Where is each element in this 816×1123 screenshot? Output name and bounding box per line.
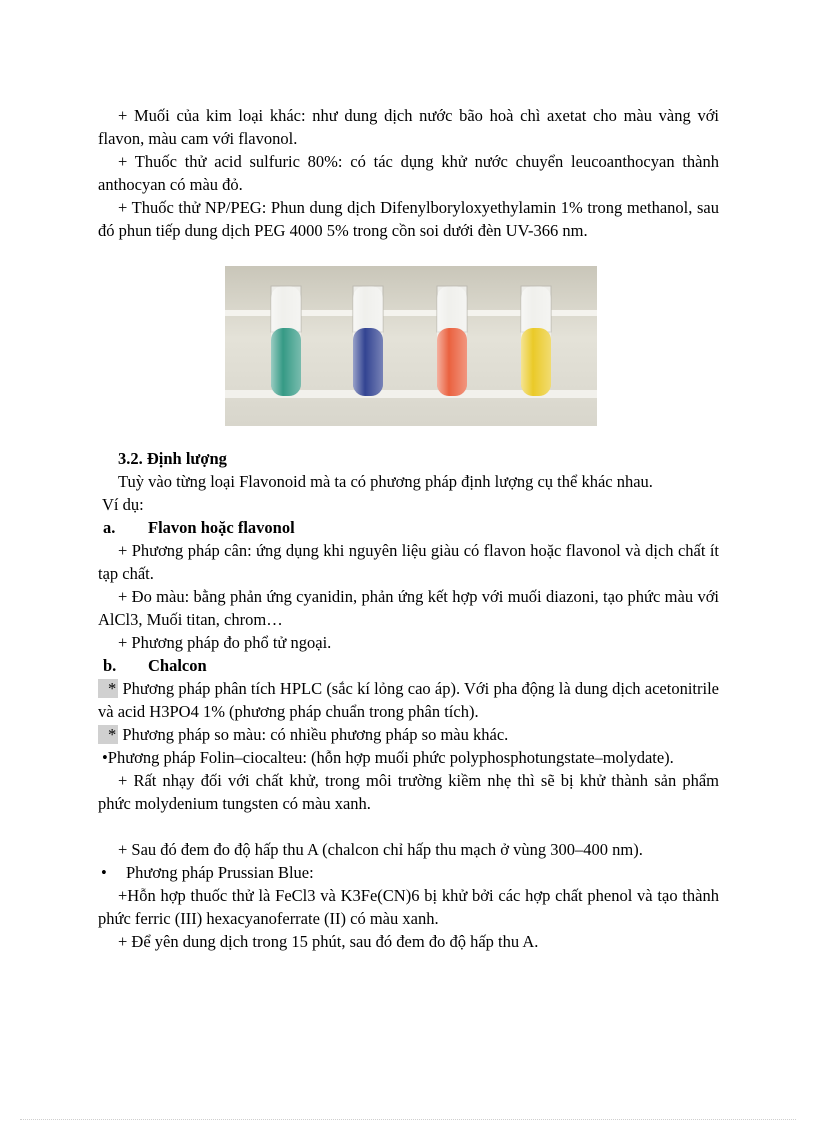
hplc-star-marker: * <box>98 679 118 698</box>
test-tube-2 <box>353 286 383 396</box>
tube-highlight-1 <box>271 286 301 396</box>
paragraph-metal-salts: + Muối của kim loại khác: như dung dịch nước bão hoà chì axetat cho màu vàng với flavon, màu cam với flavonol. <box>98 106 719 148</box>
part-a-item-weighing: + Phương pháp cân: ứng dụng khi nguyên liệu giàu có flavon hoặc flavonol và dịch chất ít tạp chất. <box>98 541 719 583</box>
blank-line <box>98 815 719 838</box>
somau-text: Phương pháp so màu: có nhiều phương pháp so màu khác. <box>122 725 509 744</box>
example-label: Ví dụ: <box>102 495 144 514</box>
part-a-item-uv: + Phương pháp đo phổ tử ngoại. <box>118 633 332 652</box>
part-b-heading <box>98 654 719 677</box>
part-b-prussian <box>98 861 719 884</box>
part-b-hplc <box>98 677 719 723</box>
part-b-somau <box>98 723 719 746</box>
part-b-absorb: + Sau đó đem đo độ hấp thu A (chalcon chỉ hấp thu mạch ở vùng 300–400 nm). <box>118 840 643 859</box>
somau-star-marker: * <box>98 725 118 744</box>
test-tubes-image <box>225 266 597 426</box>
part-b-mix: +Hỗn hợp thuốc thử là FeCl3 và K3Fe(CN)6 bị khử bởi các hợp chất phenol và tạo thành phức ferric (III) hexacyanoferrate (II) có màu xanh. <box>98 886 719 928</box>
page-footer-divider <box>20 1119 796 1120</box>
test-tube-3 <box>437 286 467 396</box>
hplc-text: Phương pháp phân tích HPLC (sắc kí lỏng cao áp). Với pha động là dung dịch acetonitrile và acid H3PO4 1% (phương pháp chuẩn trong phân tích). <box>98 679 719 721</box>
document-page <box>98 104 719 953</box>
tube-highlight-2 <box>353 286 383 396</box>
part-b-stand: + Để yên dung dịch trong 15 phút, sau đó đem đo độ hấp thu A. <box>118 932 539 951</box>
part-b-folin: •Phương pháp Folin–ciocalteu: (hỗn hợp muối phức polyphosphotungstate–molydate). <box>102 748 674 767</box>
test-tube-4 <box>521 286 551 396</box>
tube-highlight-4 <box>521 286 551 396</box>
part-a-item-color: + Đo màu: bằng phản ứng cyanidin, phản ứng kết hợp với muối diazoni, tạo phức màu với AlCl3, Muối titan, chrom… <box>98 587 719 629</box>
part-a-letter: a. <box>103 518 116 537</box>
test-tubes-photo <box>225 266 597 426</box>
paragraph-sulfuric-acid: + Thuốc thử acid sulfuric 80%: có tác dụng khử nước chuyển leucoanthocyan thành anthocyan có màu đỏ. <box>98 152 719 194</box>
paragraph-np-peg: + Thuốc thử NP/PEG: Phun dung dịch Difenylboryloxyethylamin 1% trong methanol, sau đó phun tiếp dung dịch PEG 4000 5% trong cồn soi dưới đèn UV-366 nm. <box>98 198 719 240</box>
part-a-title: Flavon hoặc flavonol <box>148 518 295 537</box>
section-intro: Tuỳ vào từng loại Flavonoid mà ta có phương pháp định lượng cụ thể khác nhau. <box>118 472 653 491</box>
tube-highlight-3 <box>437 286 467 396</box>
prussian-bullet: • <box>101 863 107 882</box>
part-a-heading <box>98 516 719 539</box>
section-heading: 3.2. Định lượng <box>118 449 227 468</box>
prussian-text: Phương pháp Prussian Blue: <box>126 863 314 882</box>
part-b-reduce: + Rất nhạy đối với chất khử, trong môi trường kiềm nhẹ thì sẽ bị khử thành sản phẩm phức molydenium tungsten có màu xanh. <box>98 771 719 813</box>
part-b-letter: b. <box>103 656 117 675</box>
part-b-title: Chalcon <box>148 656 207 675</box>
test-tube-1 <box>271 286 301 396</box>
